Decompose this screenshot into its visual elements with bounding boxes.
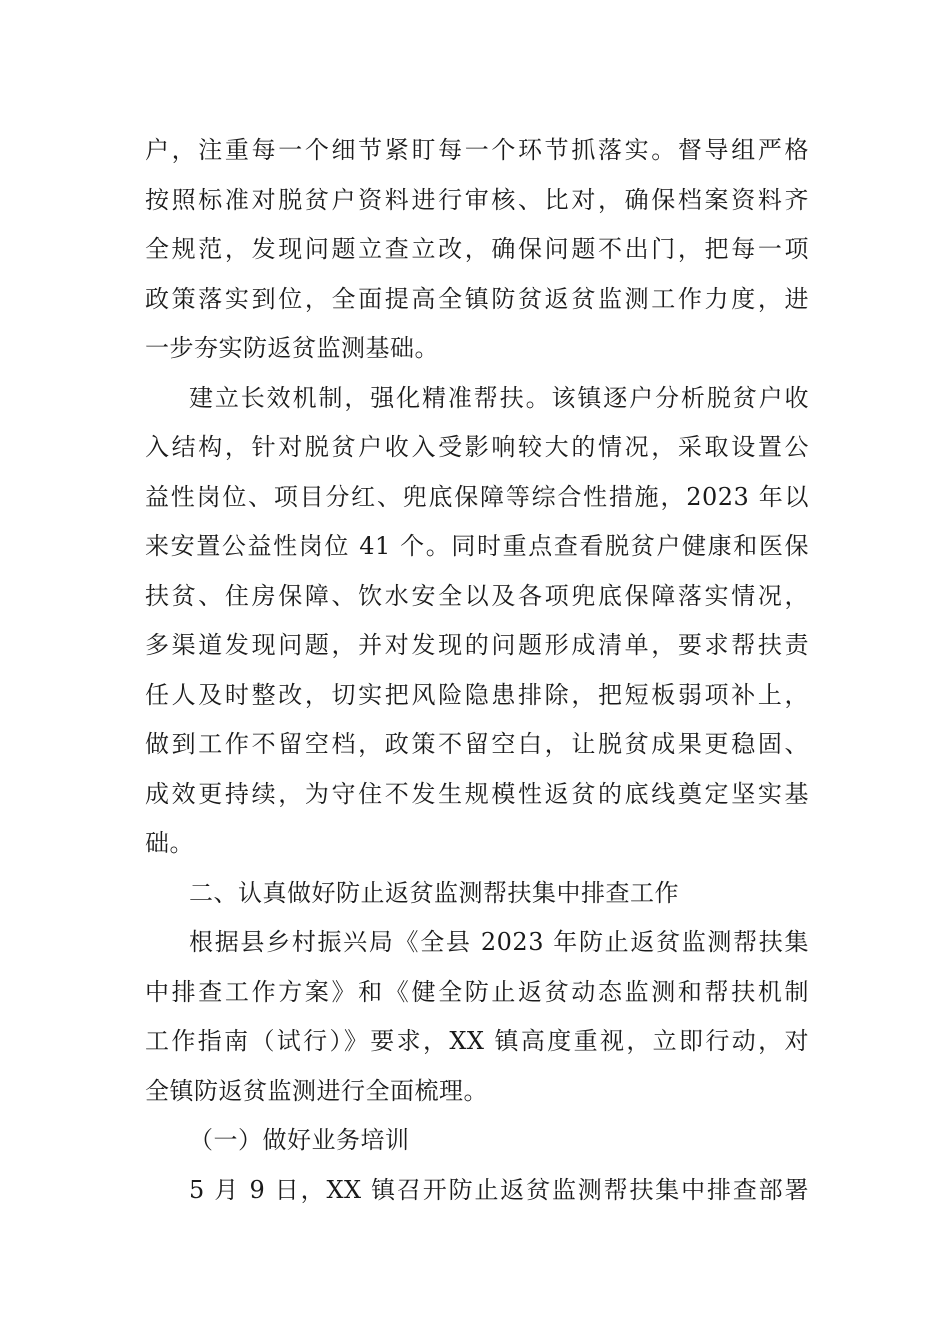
- text-line: 工作指南（试行）》要求，XX 镇高度重视，立即行动，对: [145, 1027, 809, 1055]
- text-line: 做到工作不留空档，政策不留空白，让脱贫成果更稳固、: [145, 730, 809, 758]
- text-line: 5 月 9 日，XX 镇召开防止返贫监测帮扶集中排查部署: [189, 1175, 809, 1204]
- text-line: 建立长效机制，强化精准帮扶。该镇逐户分析脱贫户收: [189, 383, 809, 412]
- text-line: 全镇防返贫监测进行全面梳理。: [145, 1076, 488, 1105]
- text-line: 户，注重每一个细节紧盯每一个环节抓落实。督导组严格: [145, 136, 809, 164]
- text-line: 二、认真做好防止返贫监测帮扶集中排查工作: [189, 878, 679, 907]
- text-line: 益性岗位、项目分红、兜底保障等综合性措施，2023 年以: [145, 482, 809, 511]
- text-line: 按照标准对脱贫户资料进行审核、比对，确保档案资料齐: [145, 185, 809, 214]
- text-line: 来安置公益性岗位 41 个。同时重点查看脱贫户健康和医保: [145, 532, 809, 560]
- text-line: 成效更持续，为守住不发生规模性返贫的底线奠定坚实基: [145, 779, 809, 808]
- text-line: （一）做好业务培训: [189, 1126, 410, 1154]
- text-line: 多渠道发现问题，并对发现的问题形成清单，要求帮扶责: [145, 631, 809, 659]
- text-line: 政策落实到位，全面提高全镇防贫返贫监测工作力度，进: [145, 284, 809, 313]
- text-line: 全规范，发现问题立查立改，确保问题不出门，把每一项: [145, 235, 809, 263]
- text-line: 扶贫、住房保障、饮水安全以及各项兜底保障落实情况，: [145, 581, 809, 610]
- text-line: 入结构，针对脱贫户收入受影响较大的情况，采取设置公: [145, 433, 809, 461]
- text-line: 根据县乡村振兴局《全县 2023 年防止返贫监测帮扶集: [189, 928, 809, 956]
- text-line: 任人及时整改，切实把风险隐患排除，把短板弱项补上，: [145, 680, 809, 709]
- document-page: [145, 126, 809, 1215]
- text-line: 础。: [145, 829, 194, 857]
- text-line: 中排查工作方案》和《健全防止返贫动态监测和帮扶机制: [145, 977, 809, 1006]
- text-line: 一步夯实防返贫监测基础。: [145, 334, 439, 362]
